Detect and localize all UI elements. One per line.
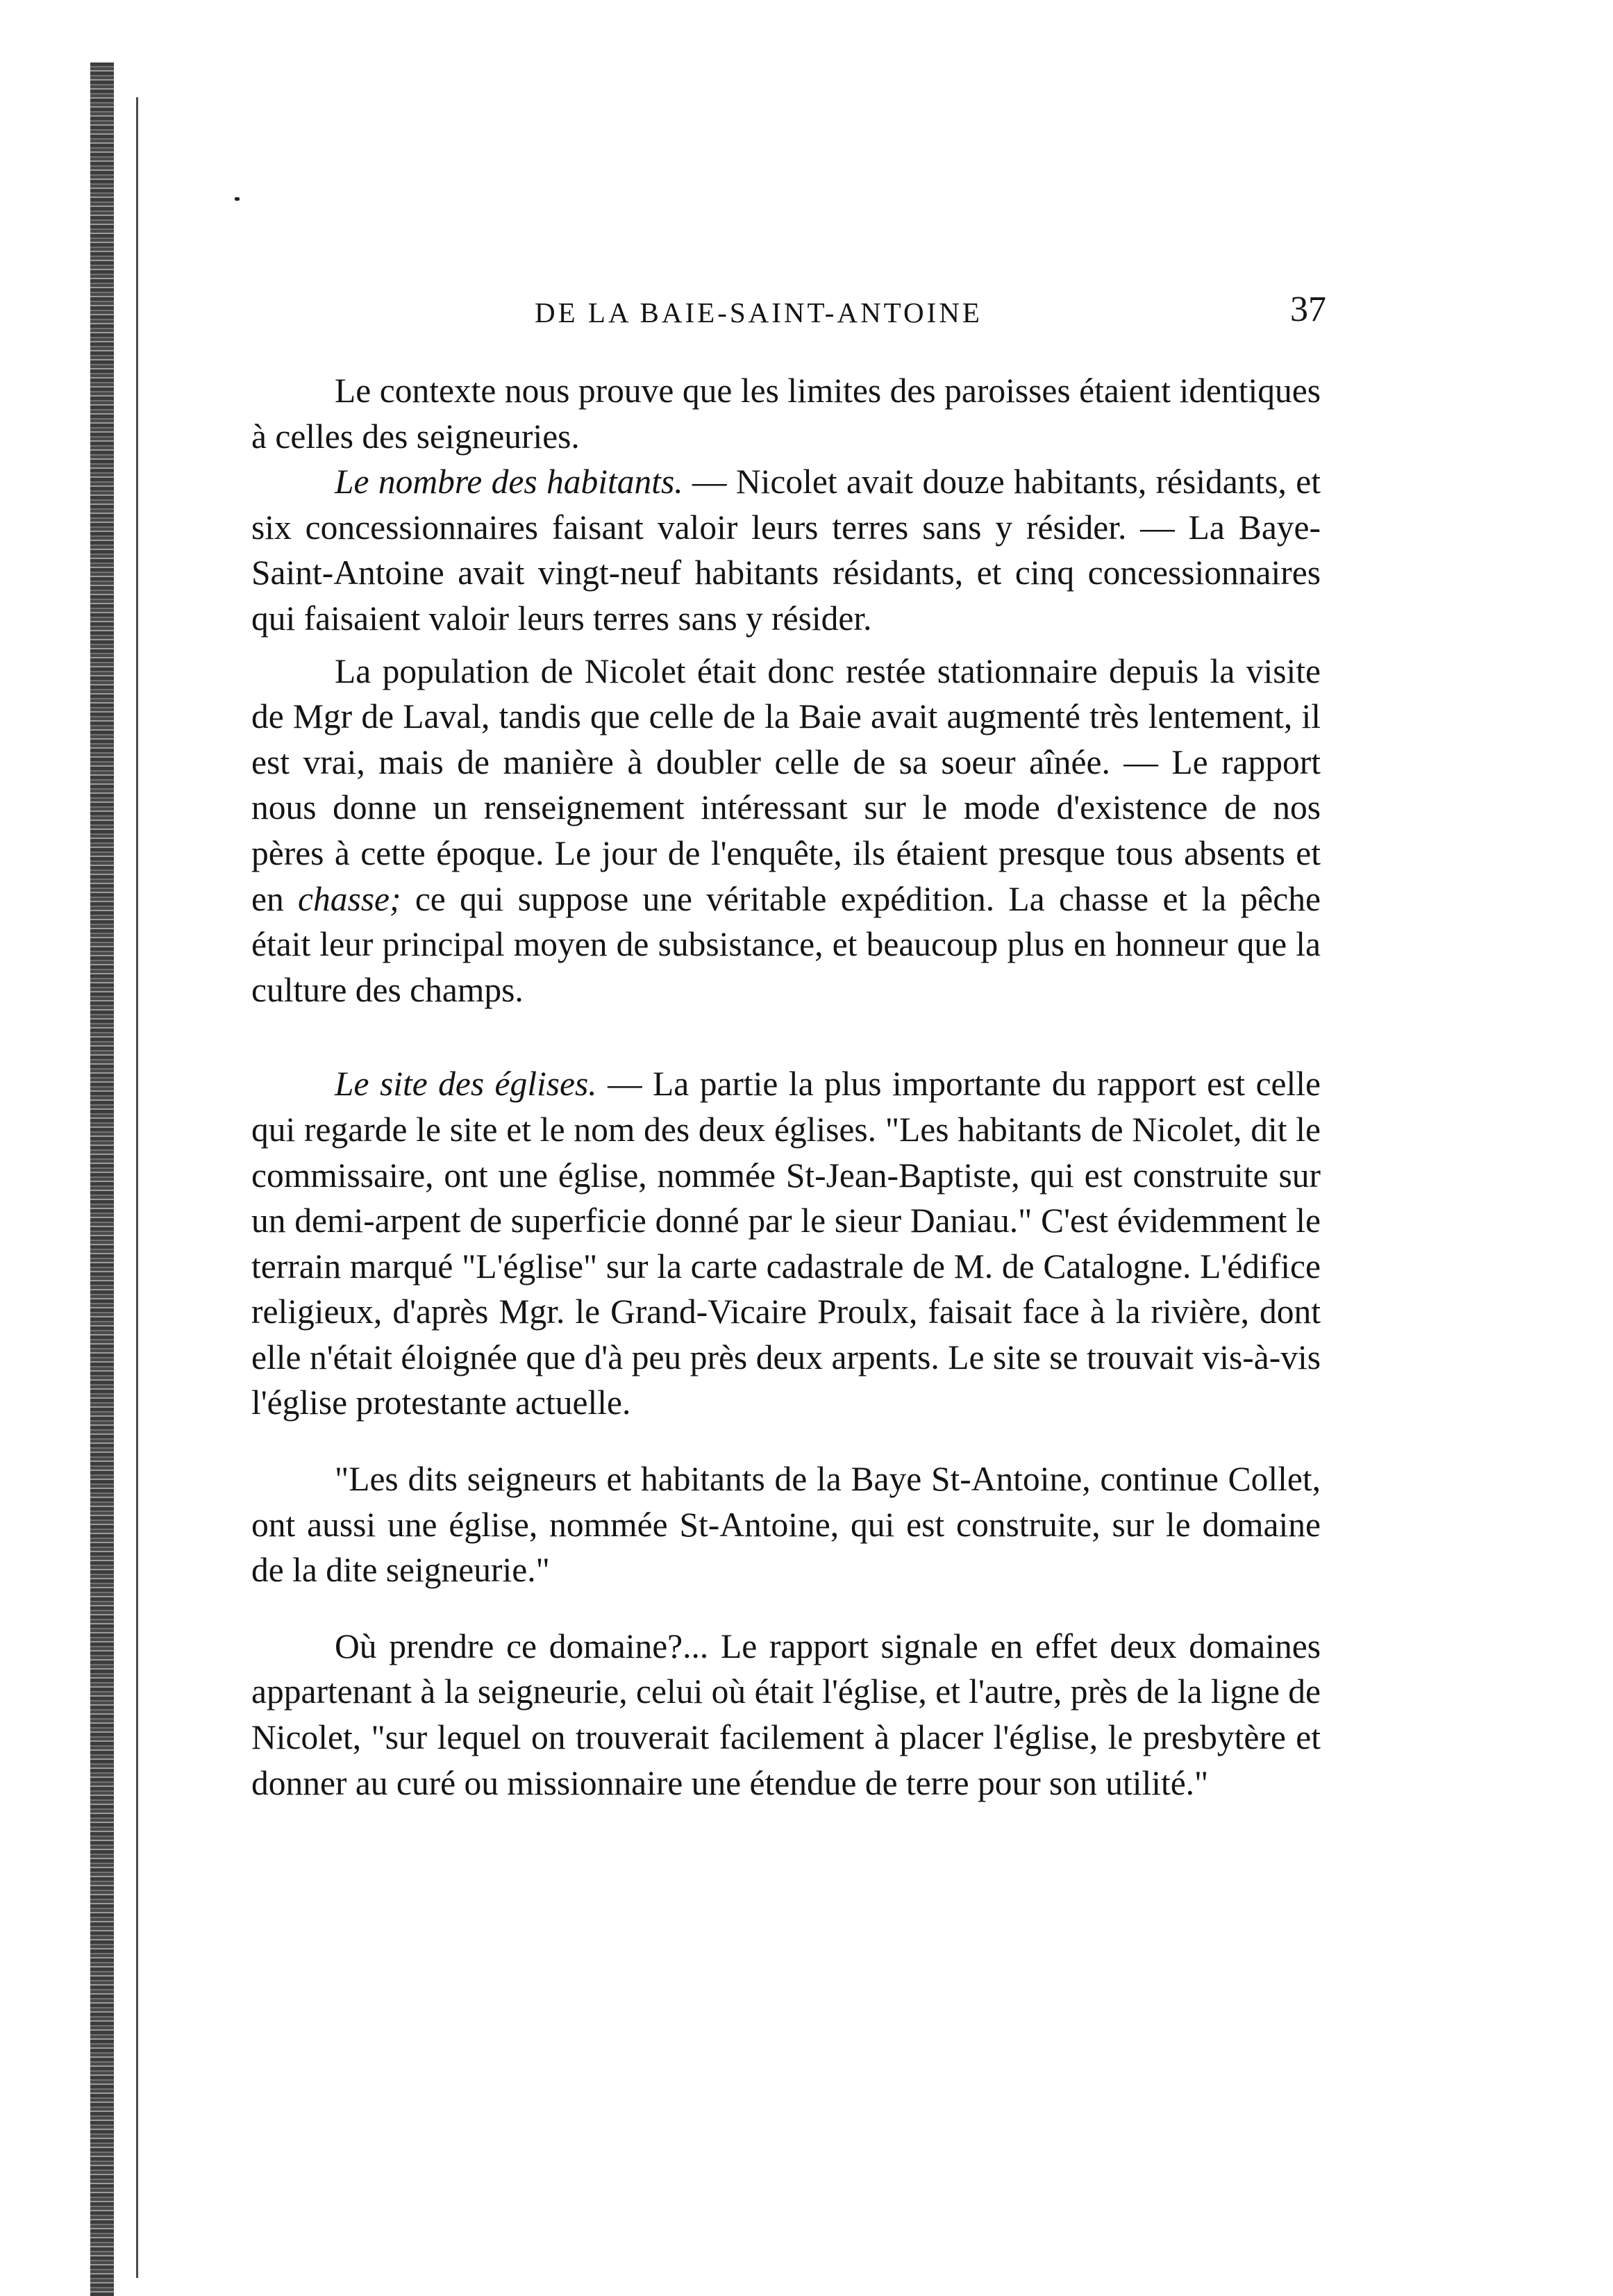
paragraph-text: — Nicolet avait douze habitants, résidants, et six concessionnaires faisant valoir leurs terres sans y résider. — La Baye-Saint-Antoine avait vingt-neuf habitants résidants, et cinq concessionnaires qui faisaient valoir leurs terres sans y résider. — [251, 463, 1321, 638]
section-heading: Le nombre des habitants. — [335, 463, 683, 501]
paragraph — [251, 649, 1321, 1013]
paragraph-text: ce qui suppose une véritable expédition. La chasse et la pêche était leur principal moyen de subsistance, et beaucoup plus en honneur que la culture des champs. — [251, 879, 1321, 1009]
paragraph-text: Le contexte nous prouve que les limites des paroisses étaient identiques à celles des seigneuries. — [251, 372, 1321, 456]
paragraph — [251, 1456, 1321, 1593]
page-header — [535, 290, 1326, 344]
paragraph — [251, 1624, 1321, 1806]
paragraph — [251, 1061, 1321, 1426]
paragraph-text: Où prendre ce domaine?... Le rapport signale en effet deux domaines appartenant à la seigneurie, celui où était l'église, et l'autre, près de la ligne de Nicolet, "sur lequel on trouverait facilement à placer l'église, le presbytère et donner au curé ou missionnaire une étendue de terre pour son utilité." — [251, 1627, 1321, 1802]
paragraph-text: "Les dits seigneurs et habitants de la Baye St-Antoine, continue Collet, ont aussi une église, nommée St-Antoine, qui est construite, sur le domaine de la dite seigneurie." — [251, 1460, 1321, 1590]
running-title: DE LA BAIE-SAINT-ANTOINE — [535, 297, 983, 328]
book-binding-edge — [90, 63, 114, 2296]
page-margin-line — [136, 97, 138, 2278]
body-text — [251, 368, 1321, 1806]
ink-speck — [235, 197, 240, 201]
page-number: 37 — [1290, 290, 1326, 329]
section-heading: Le site des églises. — [335, 1065, 597, 1104]
paragraph-text: — La partie la plus importante du rapport est celle qui regarde le site et le nom des deux églises. "Les habitants de Nicolet, dit le commissaire, ont une église, nommée St-Jean-Baptiste, qui est construite sur un demi-arpent de superficie donné par le sieur Daniau." C'est évidemment le terrain marqué "L'église" sur la carte cadastrale de M. de Catalogne. L'édifice religieux, d'après Mgr. le Grand-Vicaire Proulx, faisait face à la rivière, dont elle n'était éloignée que d'à peu près deux arpents. Le site se trouvait vis-à-vis l'église protestante actuelle. — [251, 1065, 1321, 1422]
emphasized-word: chasse; — [298, 879, 401, 918]
paragraph — [251, 368, 1321, 459]
paragraph — [251, 459, 1321, 641]
paragraph-text: La population de Nicolet était donc restée stationnaire depuis la visite de Mgr de Laval, tandis que celle de la Baie avait augmenté très lentement, il est vrai, mais de manière à doubler celle de sa soeur aînée. — Le rapport nous donne un renseignement intéressant sur le mode d'existence de nos pères à cette époque. Le jour de l'enquête, ils étaient presque tous absents et en — [251, 651, 1321, 918]
